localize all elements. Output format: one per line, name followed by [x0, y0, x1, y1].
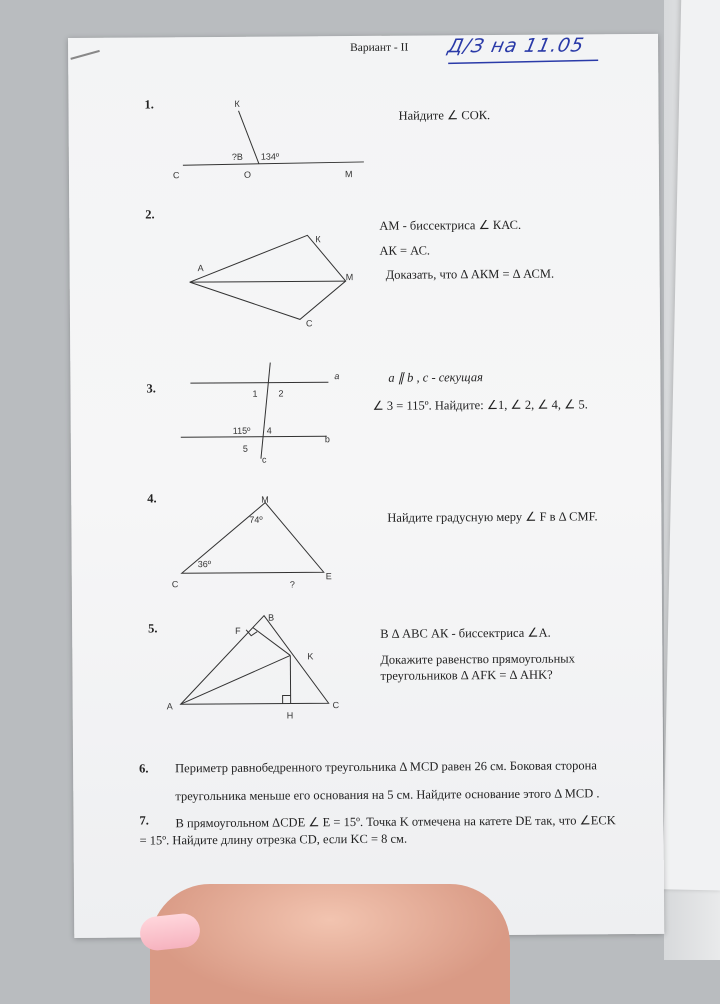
p3-label-b: b — [325, 434, 330, 444]
p5-label-B: B — [268, 613, 274, 623]
problem-2-line-2: АК = АС. — [379, 243, 430, 258]
p3-label-4: 4 — [267, 426, 272, 436]
p1-label-O: О — [244, 170, 251, 180]
p2-label-A: А — [198, 263, 204, 273]
problem-1-figure — [168, 95, 429, 187]
problem-3-line-1: a ∥ b , с - секущая — [388, 369, 483, 386]
problem-2-figure — [189, 231, 390, 332]
p5-label-F: F — [235, 626, 241, 636]
p1-label-M: М — [345, 169, 353, 179]
problem-1-number: 1. — [144, 97, 153, 112]
problem-2-line-1: АМ - биссектриса ∠ КАС. — [379, 217, 521, 234]
problem-4-figure — [181, 496, 382, 587]
p3-label-2: 2 — [278, 389, 283, 399]
problem-5-number: 5. — [148, 621, 157, 636]
problem-5-line-2: Докажите равенство прямоугольных — [380, 651, 575, 667]
p1-angle-134: 134º — [261, 152, 279, 162]
p5-label-H: H — [287, 710, 294, 720]
p5-label-C: C — [333, 700, 340, 710]
p4-label-M: M — [261, 495, 269, 505]
p1-angle-unknown: ?B — [232, 152, 243, 162]
p1-label-K: К — [234, 99, 239, 109]
p5-label-K: K — [307, 651, 313, 661]
p4-label-E: E — [326, 571, 332, 581]
p3-label-c: c — [262, 455, 267, 465]
p4-angle-unknown: ? — [290, 579, 295, 589]
p4-angle-74: 74º — [249, 515, 262, 525]
problem-4-number: 4. — [147, 491, 156, 506]
p1-label-C: С — [173, 170, 180, 180]
problem-6-line-2: треугольника меньше его основания на 5 см. Найдите основание этого Δ MCD . — [175, 786, 599, 804]
problem-7-line-1: В прямоугольном ΔCDE ∠ E = 15º. Точка K отмечена на катете DE так, что ∠ECK — [175, 812, 615, 831]
p3-label-1: 1 — [252, 389, 257, 399]
hand — [150, 884, 510, 1004]
problem-1-task: Найдите ∠ СОК. — [398, 107, 490, 124]
problem-4-task: Найдите градусную меру ∠ F в Δ CMF. — [387, 508, 597, 525]
p3-angle-115: 115º — [233, 426, 251, 436]
worksheet-page — [68, 34, 664, 938]
problem-7-line-2: = 15º. Найдите длину отрезка CD, если KC = 8 см. — [140, 832, 408, 849]
p4-label-C: C — [172, 579, 179, 589]
p5-label-A: A — [167, 701, 173, 711]
problem-2-number: 2. — [145, 207, 154, 222]
p2-label-M: М — [346, 272, 354, 282]
handwritten-underline — [448, 58, 648, 79]
p2-label-C: С — [306, 318, 313, 328]
problem-3-figure — [178, 366, 379, 467]
handwritten-homework-note: Д/З на 11.05 — [446, 34, 586, 57]
variant-label: Вариант - II — [350, 42, 408, 54]
problem-3-line-2: ∠ 3 = 115º. Найдите: ∠1, ∠ 2, ∠ 4, ∠ 5. — [373, 396, 588, 414]
p2-label-K: К — [315, 234, 320, 244]
p4-angle-36: 36º — [198, 559, 211, 569]
problem-2-line-3: Доказать, что Δ АКМ = Δ АСМ. — [386, 267, 555, 283]
problem-6-line-1: Периметр равнобедренного треугольника Δ MCD равен 26 см. Боковая сторона — [175, 758, 597, 776]
problem-3-number: 3. — [146, 381, 155, 396]
problem-6-number: 6. — [139, 761, 148, 776]
problem-5-line-3: треугольников Δ AFK = Δ AHK? — [380, 668, 552, 684]
problem-5-figure — [180, 611, 381, 722]
paper-clip-mark — [70, 50, 99, 60]
p3-label-5: 5 — [243, 444, 248, 454]
p3-label-a: a — [334, 371, 339, 381]
problem-5-line-1: В Δ АВС АК - биссектриса ∠А. — [380, 625, 551, 642]
problem-7-number: 7. — [139, 813, 148, 828]
